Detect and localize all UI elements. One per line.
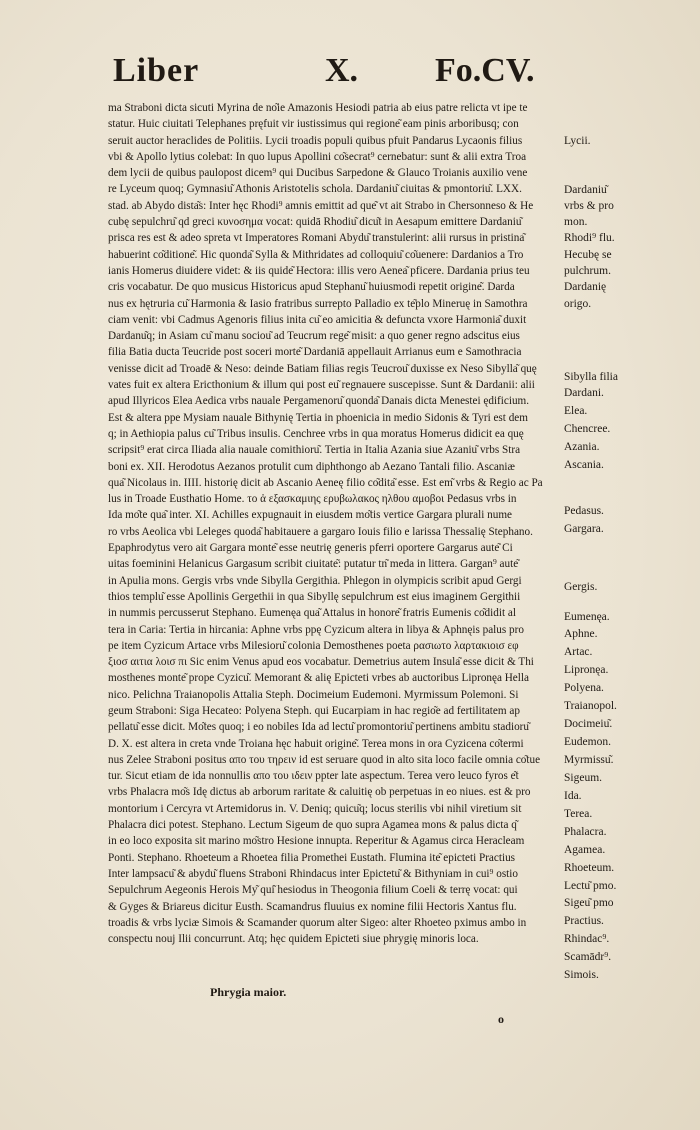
text-line: apud Illyricos Elea Aedica vrbs nauale Pergamenoru͂ quonda͂ Danais dicta Menestei ędificium. (108, 395, 530, 408)
margin-note: origo. (564, 297, 592, 310)
header-book-number: X. (325, 52, 359, 89)
margin-note: Myrmissu͂. (564, 754, 614, 766)
margin-note: Polyena. (564, 682, 604, 695)
text-line: vrbs Phalacra mo͂s Idę dictus ab arborum raritate & caluitię ob perpetuas in eo niues. est & pro (108, 786, 531, 799)
text-line: Ponti. Stephano. Rhoeteum a Rhoetea filia Promethei Eustath. Flumina ite͂ epicteti Practius (108, 851, 516, 864)
text-line: ianis Homerus diuidere videt: & iis quide͂ Hectora: illis vero Aenea͂ pficere. Dardania prius teu (108, 264, 530, 277)
header-liber: Liber (113, 52, 200, 89)
text-line: montorium i Cercyra vt Artemidorus in. V. Deniq; quicu͂q; locus sterilis vbi nihil viretium sit (108, 802, 522, 815)
text-line: in eo loco exposita sit marino mo͂stro Hesione innupta. Reperitur & Agamus circa Heracleam (108, 835, 525, 848)
margin-note: Sigeum. (564, 771, 603, 784)
text-line: tera in Caria: Tertia in hircania: Aphne vrbs ppę Cyzicum altera in libya & Aphnęis palus pro (108, 623, 524, 636)
text-line: troadis & vrbs lyciæ Simois & Scamander quorum alter Sigeo: alter Rhoeteo pximus ambo in (108, 916, 527, 929)
text-line: vbi & Apollo lytius colebat: In quo lupus Apollini co͂secrat⁹ cernebatur: sunt & alii extra Troa (108, 150, 527, 163)
text-line: Phalacra dici potest. Stephano. Lectum Sigeum de quo supra Agamea mons & palus dicta q͂ (108, 819, 517, 832)
text-line: cubę sepulchru͂ qd greci κυνοσημα vocat: quidā Rhodiu͂ dicu͂t in Aesapum emittere Dardaniu͂ (108, 216, 522, 229)
margin-note: Gergis. (564, 581, 598, 594)
margin-note: Sibylla filia (564, 370, 618, 383)
text-line: dem lycii de quibus paulopost dicem⁹ qui Ducibus Sarpedone & Glauco Troianis auxilio vene (108, 167, 528, 180)
text-line: Sepulchrum Aegeonis Herois My͂ qui͂ hesiodus in Theogonia filium Coeli & terrę vocat: qui (108, 884, 518, 897)
text-line: cris vocabatur. De quo musicus Historicus apud Stephanu͂ huiusmodi repetit origine͂. Darda (108, 281, 515, 294)
margin-note: Lipronęa. (564, 664, 609, 677)
text-line: & Gyges & Briareus dicitur Eusth. Scamandrus fluuius ex nomine filii Hectoris Xantus flu. (108, 900, 517, 913)
margin-note: Pedasus. (564, 504, 604, 517)
text-line: geum Straboni: Siga Hecateo: Polyena Steph. qui Eucarpiam in hac regio͂e ad fertilitatem ap (108, 704, 520, 717)
main-text-column (108, 100, 560, 947)
text-line: habuerint co͂ditione͂. Hic quonda͂ Sylla & Mithridates ad colloquiu͂ co͂uenere: Dardanios a Tro (108, 248, 524, 261)
margin-note: Phalacra. (564, 825, 607, 838)
margin-note: Eudemon. (564, 736, 611, 749)
margin-note: Rhoeteum. (564, 861, 615, 874)
margin-note: pulchrum. (564, 265, 611, 277)
margin-note: Ida. (564, 789, 582, 802)
text-line: prisca res est & adeo spreta vt Imperatores Romani Abydu͂ transtulerint: alii rursus in pristina͂ (108, 232, 525, 245)
text-line: qua͂ Nicolaus in. IIII. historię dicit ab Ascanio Aeneę filio co͂dita͂ esse. Est em͂ vrbs & Regio ac Pa (108, 476, 543, 489)
text-line: in nummis percusserut Stephano. Eumenęa qua͂ Attalus in honore͂ fratris Eumenis co͂didit al (108, 607, 516, 620)
margin-note: Hecubę se (564, 248, 612, 261)
margin-note: mon. (564, 216, 588, 229)
margin-note: Azania. (564, 441, 600, 454)
text-line: ciam venit: vbi Cadmus Agenoris filius inita cu͂ eo amicitia & defuncta vxore Harmonia͂ duxit (108, 313, 527, 326)
text-line: conspectu nouj Ilii concurrunt. Atq; hęc quidem Epicteti siue phrygię minoris loca. (108, 933, 479, 946)
text-line: D. X. est altera in creta vnde Troiana hęc habuit origine͂. Terea mons in ora Cyzicena co͂termi (108, 737, 524, 750)
margin-note: Simois. (564, 969, 599, 982)
text-line: nico. Pelichna Traianopolis Attalia Steph. Docimeium Eudemoni. Myrmissum Polemoni. Si (108, 688, 519, 701)
margin-note: Eumenęa. (564, 610, 610, 623)
text-line: seruit auctor heraclides de Politiis. Lycii troadis populi quibus pfuit Pandarus Lycaonis filius (108, 134, 523, 147)
text-line: re Lyceum quoq; Gymnasiu͂ Athonis Aristotelis schola. Dardaniu͂ ciuitas & pmontoriu͂. LXX. (108, 183, 522, 196)
text-line: stad. ab Abydo dista͂s: Inter hęc Rhodi⁹ amnis emittit ad que͂ vt ait Strabo in Chersonneso & He (108, 199, 534, 212)
margin-note: Agamea. (564, 843, 606, 856)
margin-note: Rhindac⁹. (564, 933, 610, 946)
margin-note: Rhodi⁹ flu. (564, 232, 615, 245)
running-header (95, 52, 585, 96)
text-line: mosthenes monte͂ prope Cyzicu͂. Memorant & alię Epicteti vrbes ab auctoribus Lipronęa Hella (108, 672, 529, 685)
text-line: in Apulia mons. Gergis vrbs vnde Sibylla Gergithia. Phlegon in olympicis scribit apud Gergi (108, 574, 522, 587)
margin-note: Traianopol. (564, 700, 617, 713)
margin-note: Lectu͂ pmo. (564, 879, 617, 892)
margin-note: Elea. (564, 405, 588, 418)
text-line: thios templu͂ esse Apollinis Gergethii in qua Sibyllę sepulchrum est eius imaginem Gergithii (108, 590, 521, 603)
text-line: boni ex. XII. Herodotus Aezanos protulit cum diphthongo ab Aezano Tantali filio. Ascaniæ (108, 460, 515, 473)
text-line: vates fuit ex altera Ericthonium & illum qui post eu͂ regnauere suscepisse. Sunt & Dardanii: alii (108, 379, 535, 392)
margin-note: Practius. (564, 915, 604, 928)
text-line: Dardanu͂q; in Asiam cu͂ manu sociou͂ ad Teucrum rege͂ misit: a quo gener regno adscitus eius (108, 330, 520, 343)
text-line: ξιοσ αιτια λοισ πι Sic enim Venus apud eos vocabatur. Demetrius autem Insula͂ esse dicit & Thi (108, 656, 534, 669)
text-line: scripsit⁹ erat circa Iliada alia nauale comithioru͂. Tertia in Italia Azania siue Azaniu͂ vrbs Stra (108, 444, 521, 457)
margin-note: Sigeu͂ pmo (564, 897, 614, 910)
margin-note: Chencree. (564, 423, 611, 436)
text-line: q; in Aethiopia palus cu͂ Tribus insulis. Cenchree vrbs in qua moratus Homerus didicit ea quę (108, 427, 524, 440)
section-title: Phrygia maior. (210, 985, 287, 999)
text-line: pe item Cyzicum Artace vrbs Milesioru͂ colonia Demosthenes poeta ρασιωτο λαρτακιοισ εφ (108, 639, 519, 652)
margin-note: Docimeiu͂. (564, 718, 613, 731)
text-line: ma Straboni dicta sicuti Myrina de no͂ie Amazonis Hesiodi patria ab eius patre relicta vt ipe te (108, 102, 528, 114)
margin-note: Artac. (564, 646, 593, 659)
text-line: pellatu͂ esse dicit. Mo͂tes quoq; i eo nobiles Ida ad lectu͂ promontoriu͂ pertinens ambitu stadioru͂ (108, 721, 529, 734)
text-line: Inter lampsacu͂ & abydu͂ fluens Straboni Rhindacus inter Epictetu͂ & Bithyniam in cui⁹ ostio (108, 867, 518, 880)
text-line: Est & altera ppe Mysiam nauale Bithynię Tertia in phoenicia in medio Sidonis & Tyri est dem (108, 411, 528, 424)
text-line: venisse dicit ad Troadē & Neso: deinde Batiam filias regis Teucrou͂ duxisse ex Neso Sibylla͂ quę (108, 362, 537, 375)
text-line: uitas foeminini Helanicus Gargasum scribit ciuitate͂: putatur tn͂ meda in littera. Gargan⁹ aute͂ (108, 558, 519, 571)
margin-note: Aphne. (564, 628, 598, 641)
margin-note: Lycii. (564, 134, 591, 147)
margin-note: Gargara. (564, 522, 604, 535)
signature-mark: o (498, 1012, 504, 1026)
margin-note: Dardaniu͂ (564, 183, 607, 196)
margin-note: Scamādr⁹. (564, 951, 612, 964)
margin-note: Dardani. (564, 387, 604, 400)
margin-note: Ascania. (564, 458, 604, 471)
text-line: lus in Troade Eusthatio Home. το ἀ εξασκαμιης ερυβωλακος ηλθου αμοβοι Pedasus vrbs in (108, 493, 517, 506)
text-line: nus Zelee Straboni positus απο του τηρειν id est seruare quod in alto sita loco facile omnia co͂tue (108, 753, 541, 766)
text-line: tur. Sicut etiam de ida nonnullis απο του ιδειν ppter late aspectum. Terea vero leuco fyros e͂t (108, 770, 519, 783)
text-line: ro vrbs Aeolica vbi Leleges quoda͂ habitauere a gargaro Iouis filio e larissa Thessalię Stephano. (108, 525, 533, 538)
margin-note: vrbs & pro (564, 199, 614, 212)
header-folio: Fo.CV. (435, 52, 535, 89)
text-line: nus ex hętruria cu͂ Harmonia & Iasio fratribus surrepto Palladio ex te͂plo Mineruę in Samothra (108, 297, 528, 310)
text-line: Ida mo͂te qua͂ inter. XI. Achilles expugnauit in eiusdem mo͂tis vertice Gargara plurali nume (108, 509, 512, 522)
margin-note: Dardanię (564, 281, 607, 294)
margin-note: Terea. (564, 807, 593, 820)
text-line: filia Batia ducta Teucride post soceri morte͂ Dardaniā appellauit Arrianus eum e Samothracia (108, 346, 522, 359)
text-line: statur. Huic ciuitati Telephanes pręfuit vir iustissimus qui regione͂ eam pinis arboribusq; con (108, 118, 519, 131)
text-line: Epaphrodytus vero ait Gargara monte͂ esse neutrię generis pferri oportere Gargarus aute͂ Ci (108, 542, 513, 555)
